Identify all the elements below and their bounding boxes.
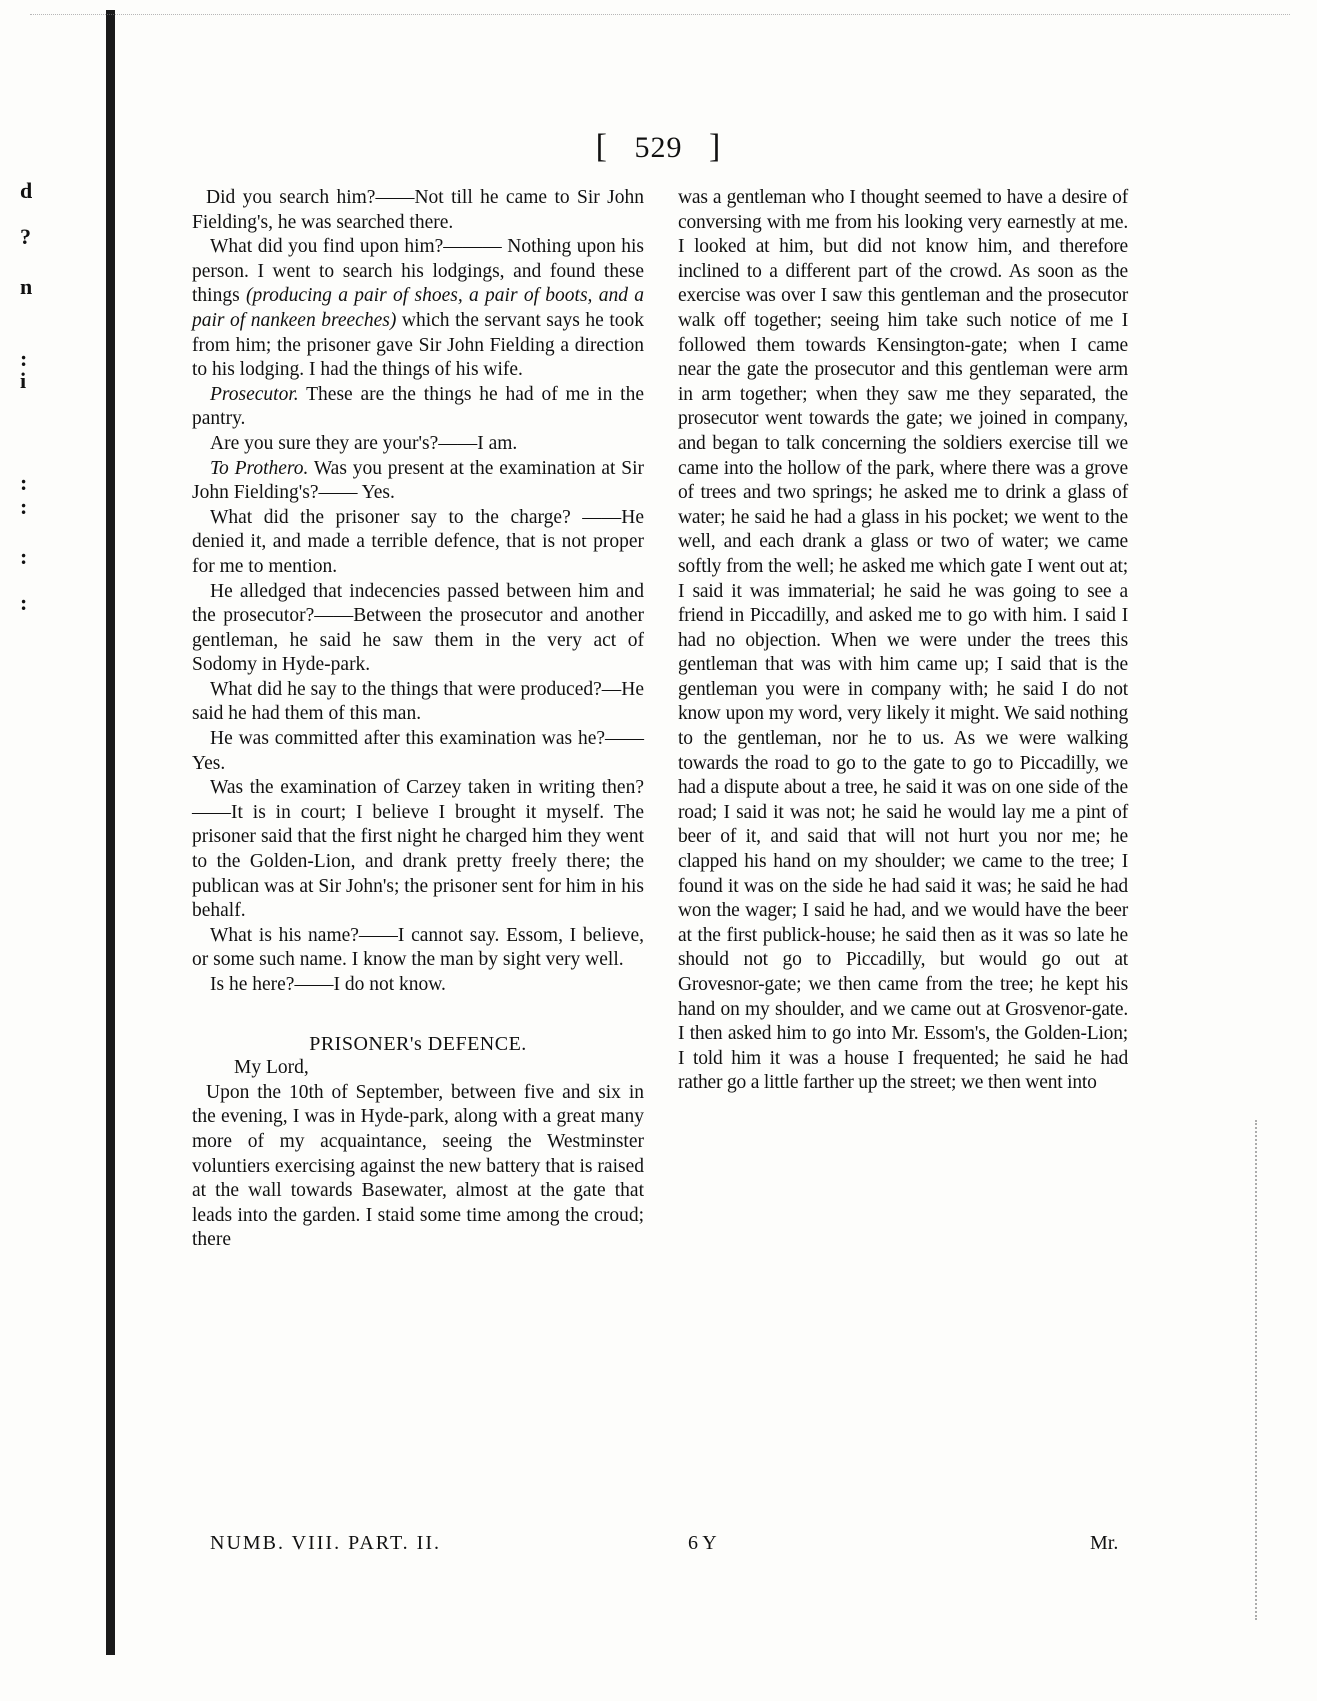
paragraph: Did you search him?——Not till he came to Sir John Fielding's, he was searched there. xyxy=(192,187,644,233)
footer-catchword: Mr. xyxy=(1090,1532,1119,1554)
scan-noise-right xyxy=(1255,1120,1263,1620)
stage-direction: (producing a pair of shoes, a pair of boots, and a pair of nankeen breeches) xyxy=(192,285,645,331)
paragraph: Are you sure they are your's?——I am. xyxy=(210,432,518,454)
margin-mark: ? xyxy=(20,224,31,249)
margin-mark: : xyxy=(20,544,28,569)
paragraph: What did he say to the things that were produced?—He said he had them of this man. xyxy=(192,678,644,725)
margin-mark: : xyxy=(20,470,28,495)
paragraph xyxy=(192,383,644,432)
speaker-label: Prosecutor. xyxy=(210,383,299,405)
paragraph-text: which the servant says he took from him; the prisoner gave Sir John Fielding a direction to his lodging. I had the things of his wife. xyxy=(192,309,645,381)
footer-part-label: NUMB. VIII. PART. II. xyxy=(210,1532,441,1554)
paragraph-text: Was you present at the examination at Sir John Fielding's?—— Yes. xyxy=(192,457,644,504)
paragraph: He alledged that indecencies passed between him and the prosecutor?——Between the prosecutor and another gentleman, he said he saw them in the very act of Sodomy in Hyde-park. xyxy=(192,580,644,676)
paragraph: What did the prisoner say to the charge? ——He denied it, and made a terrible defence, that is not proper for me to mention. xyxy=(192,506,644,577)
paragraph-text: These are the things he had of me in the pantry. xyxy=(192,383,644,430)
left-column xyxy=(192,186,644,1253)
paragraph: Was the examination of Carzey taken in writing then?——It is in court; I believe I brought it myself. The prisoner said that the first night he charged him they went to the Golden-Lion, and drank pretty freely there; the publican was at Sir John's; the prisoner sent for him in his behalf. xyxy=(192,777,644,922)
paragraph: What is his name?——I cannot say. Essom, I believe, or some such name. I know the man by sight very well. xyxy=(192,924,644,971)
margin-mark: d xyxy=(20,178,33,203)
margin-mark: n xyxy=(20,274,33,299)
paragraph-text: What did you find upon him?——— Nothing upon his person. I went to search his lodgings, and found these things xyxy=(192,236,644,307)
margin-mark: : xyxy=(20,590,28,615)
paragraph: Upon the 10th of September, between five and six in the evening, I was in Hyde-park, along with a great many more of my acquaintance, seeing the Westminster voluntiers exercising against the new battery that is raised at the wall towards Basewater, almost at the gate that leads into the garden. I staid some time among the croud; there xyxy=(192,1081,644,1251)
margin-mark: : xyxy=(20,346,28,371)
bracket-open: [ xyxy=(595,128,608,165)
paragraph: He was committed after this examination was he?——Yes. xyxy=(192,728,644,774)
binding-shadow xyxy=(106,10,115,1655)
margin-mark: : xyxy=(20,494,28,519)
paragraph xyxy=(192,235,644,383)
margin-mark: i xyxy=(20,368,27,393)
bracket-close: ] xyxy=(709,128,722,165)
page-header xyxy=(0,128,1317,166)
paragraph: Is he here?——I do not know. xyxy=(210,974,446,995)
speaker-label: To Prothero. xyxy=(210,457,309,479)
salutation: My Lord, xyxy=(234,1057,309,1079)
paragraph xyxy=(192,457,644,506)
paragraph: was a gentleman who I thought seemed to have a desire of conversing with me from his looking very earnestly at me. I looked at him, but did not know him, and therefore inclined to a different part of the crowd. As soon as the exercise was over I saw this gentleman and the prosecutor walk off together; seeing him take such notice of me I followed them towards Kensington-gate; when I came near the gate the prosecutor and this gentleman were arm in arm together; when they saw me they separated, the prosecutor went towards the gate; we joined in company, and began to talk concerning the soldiers exercise till we came into the hollow of the park, where there was a grove of trees and two springs; he asked me to drink a glass of water; he said he had a glass in his pocket; we went to the well, and each drank a glass or two of water; we came softly from the well; he asked me which gate I went out at; I said it was immaterial; he said he was going to see a friend in Piccadilly, and asked me to go with him. I said I had no objection. When we were under the trees this gentleman that was with him came up; I said that is the gentleman you were in company with; he said I do not know upon my word, very likely it might. We said nothing to the gentleman, nor he to us. As we were walking towards the road to go to the gate to go to Piccadilly, we had a dispute about a tree, he said it was on one side of the road; I said it was not; he said he would lay me a pint of beer of it, and said that will not hurt you nor me; he clapped his hand on my shoulder; we came to the tree; I found it was on the side he had said it was; he said he had won the wager; I said he had, and we would have the beer at the first publick-house; he said then as it was so late he should not go to Piccadilly, but would go out at Grovesnor-gate; we then came from the tree; he kept his hand on my shoulder, and we came out at Grosvenor-gate. I then asked him to go into Mr. Essom's, the Golden-Lion; I told him it was a house I frequented; he said he had rather go a little farther up the street; we then went into xyxy=(678,187,1128,1094)
section-heading: PRISONER's DEFENCE. xyxy=(309,1032,527,1055)
footer-signature-mark: 6 Y xyxy=(688,1532,717,1554)
scan-noise-top xyxy=(30,14,1290,25)
page-number: 529 xyxy=(634,131,683,164)
right-column xyxy=(678,186,1128,1096)
